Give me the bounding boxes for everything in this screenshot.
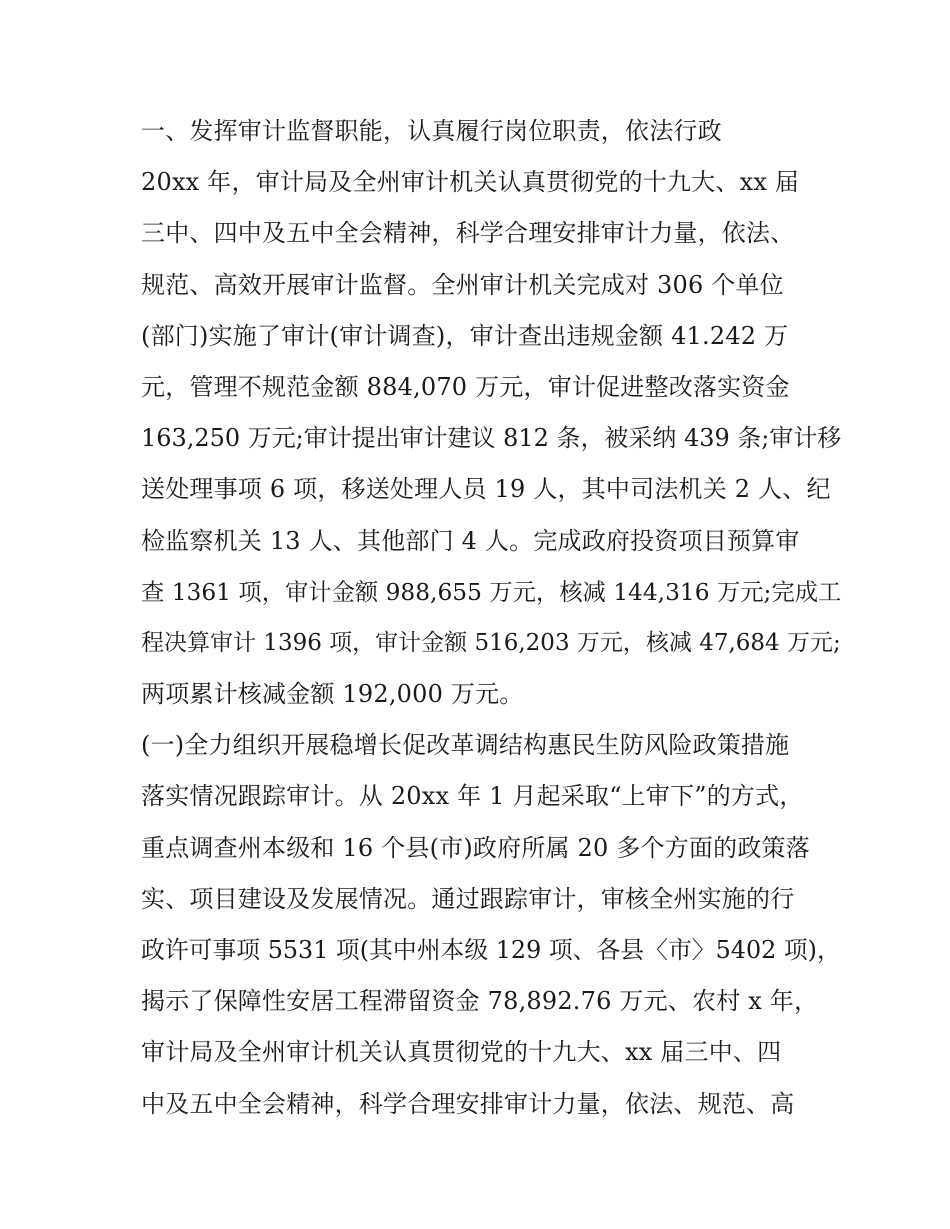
text-line-12: 两项累计核减金额 192,000 万元。 (141, 680, 524, 709)
text-line-6: 元，管理不规范金额 884,070 万元，审计促进整改落实资金 (141, 372, 790, 401)
text-line-10: 查 1361 项，审计金额 988,655 万元，核减 144,316 万元;完成工 (141, 578, 842, 606)
body-text (141, 106, 841, 1130)
text-line-5: (部门)实施了审计(审计调查)，审计查出违规金额 41.242 万 (141, 321, 789, 350)
text-line-4: 规范、高效开展审计监督。全州审计机关完成对 306 个单位 (141, 270, 784, 299)
text-line-1: 一、发挥审计监督职能，认真履行岗位职责，依法行政 (141, 117, 722, 145)
text-line-19: 审计局及全州审计机关认真贯彻党的十九大、xx 届三中、四 (141, 1038, 782, 1067)
text-line-20: 中及五中全会精神，科学合理安排审计力量，依法、规范、高 (141, 1089, 795, 1118)
text-line-16: 实、项目建设及发展情况。通过跟踪审计，审核全州实施的行 (141, 884, 795, 913)
text-line-14: 落实情况跟踪审计。从 20xx 年 1 月起采取“上审下”的方式， (141, 782, 804, 811)
text-line-13: (一)全力组织开展稳增长促改革调结构惠民生防风险政策措施 (141, 731, 790, 760)
text-line-18: 揭示了保障性安居工程滞留资金 78,892.76 万元、农村 x 年， (141, 987, 819, 1016)
text-line-9: 检监察机关 13 人、其他部门 4 人。完成政府投资项目预算审 (141, 526, 800, 555)
text-line-17: 政许可事项 5531 项(其中州本级 129 项、各县〈市〉5402 项)， (141, 936, 841, 964)
text-line-2: 20xx 年，审计局及全州审计机关认真贯彻党的十九大、xx 届 (141, 168, 800, 197)
text-line-11: 程决算审计 1396 项，审计金额 516,203 万元，核减 47,684 万元; (141, 629, 841, 656)
text-line-3: 三中、四中及五中全会精神，科学合理安排审计力量，依法、 (141, 219, 795, 248)
text-line-8: 送处理事项 6 项，移送处理人员 19 人，其中司法机关 2 人、纪 (141, 475, 831, 504)
text-line-7: 163,250 万元;审计提出审计建议 812 条，被采纳 439 条;审计移 (141, 424, 842, 453)
text-line-15: 重点调查州本级和 16 个县(市)政府所属 20 多个方面的政策落 (141, 833, 810, 862)
